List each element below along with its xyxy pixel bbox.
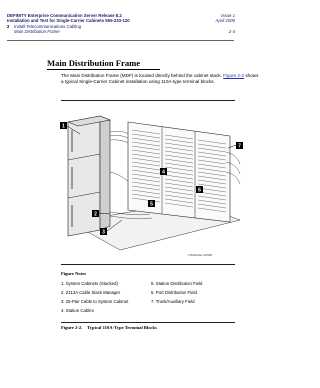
svg-text:3: 3 — [102, 229, 105, 236]
figure-note: 6. Port Distribution Field — [151, 290, 197, 295]
figure-note: 4. Station Cables — [61, 308, 94, 313]
title-underline — [47, 69, 160, 70]
header-product: DEFINITY Enterprise Communication Server Release 8.2 — [7, 13, 122, 18]
caption-rule — [61, 322, 235, 323]
page-title: Main Distribution Frame — [47, 58, 141, 68]
svg-text:2: 2 — [94, 211, 97, 218]
page-number: 2-4 — [228, 29, 235, 35]
section-title-header: Main Distribution Frame — [14, 29, 60, 35]
figure-bottom-rule — [61, 264, 235, 265]
terminal-blocks-illustration — [40, 102, 250, 264]
header-issue: Issue 1 — [221, 13, 235, 18]
callout-5 — [148, 200, 155, 208]
caption-text: Typical 110A-Type Terminal Blocks — [87, 325, 157, 330]
cabinet-stack — [68, 116, 110, 236]
header-document: Installation and Test for Single-Carrier Cabinets 555-233-120 — [7, 18, 130, 24]
svg-text:6: 6 — [198, 187, 201, 194]
svg-text:1: 1 — [62, 123, 65, 130]
running-header — [7, 13, 187, 23]
figure-art-id: 0760WSLEL 042998 — [188, 254, 212, 257]
figure-note: 7. Trunk/Auxiliary Field — [151, 299, 195, 304]
header-issue-block — [216, 13, 235, 23]
figure-note: 2. Z113A Cable Slack Manager — [61, 290, 121, 295]
figure-notes-heading: Figure Notes — [61, 271, 87, 276]
figure-note: 5. Station Distribution Field — [151, 281, 203, 286]
chapter-number: 2 — [7, 24, 10, 29]
header-date: April 2000 — [215, 18, 235, 24]
callout-6 — [196, 186, 203, 194]
svg-text:5: 5 — [150, 201, 153, 208]
callout-4 — [160, 168, 167, 176]
paragraph-text-2: shows a typical Single-Carrier Cabinet installation using 110A-type terminal blocks. — [61, 73, 259, 85]
figure-note: 1. System Cabinets (Stacked) — [61, 281, 118, 286]
intro-paragraph — [61, 73, 261, 85]
header-chapter — [7, 24, 82, 35]
caption-number: Figure 2-2. — [61, 325, 83, 330]
chapter-title: Install Telecommunications Cabling — [14, 24, 82, 29]
figure-link[interactable]: Figure 2-2 — [223, 73, 245, 78]
terminal-backboard — [128, 122, 240, 222]
svg-text:4: 4 — [162, 169, 165, 176]
header-divider — [7, 40, 234, 41]
paragraph-text-1: The Main Distribution Frame (MDF) is located directly behind the cabinet stack. — [61, 73, 224, 78]
svg-text:7: 7 — [238, 143, 241, 150]
figure-note: 3. 25-Pair Cable to System Cabinet — [61, 299, 129, 304]
figure-top-rule — [61, 100, 235, 101]
figure-caption — [61, 325, 157, 330]
